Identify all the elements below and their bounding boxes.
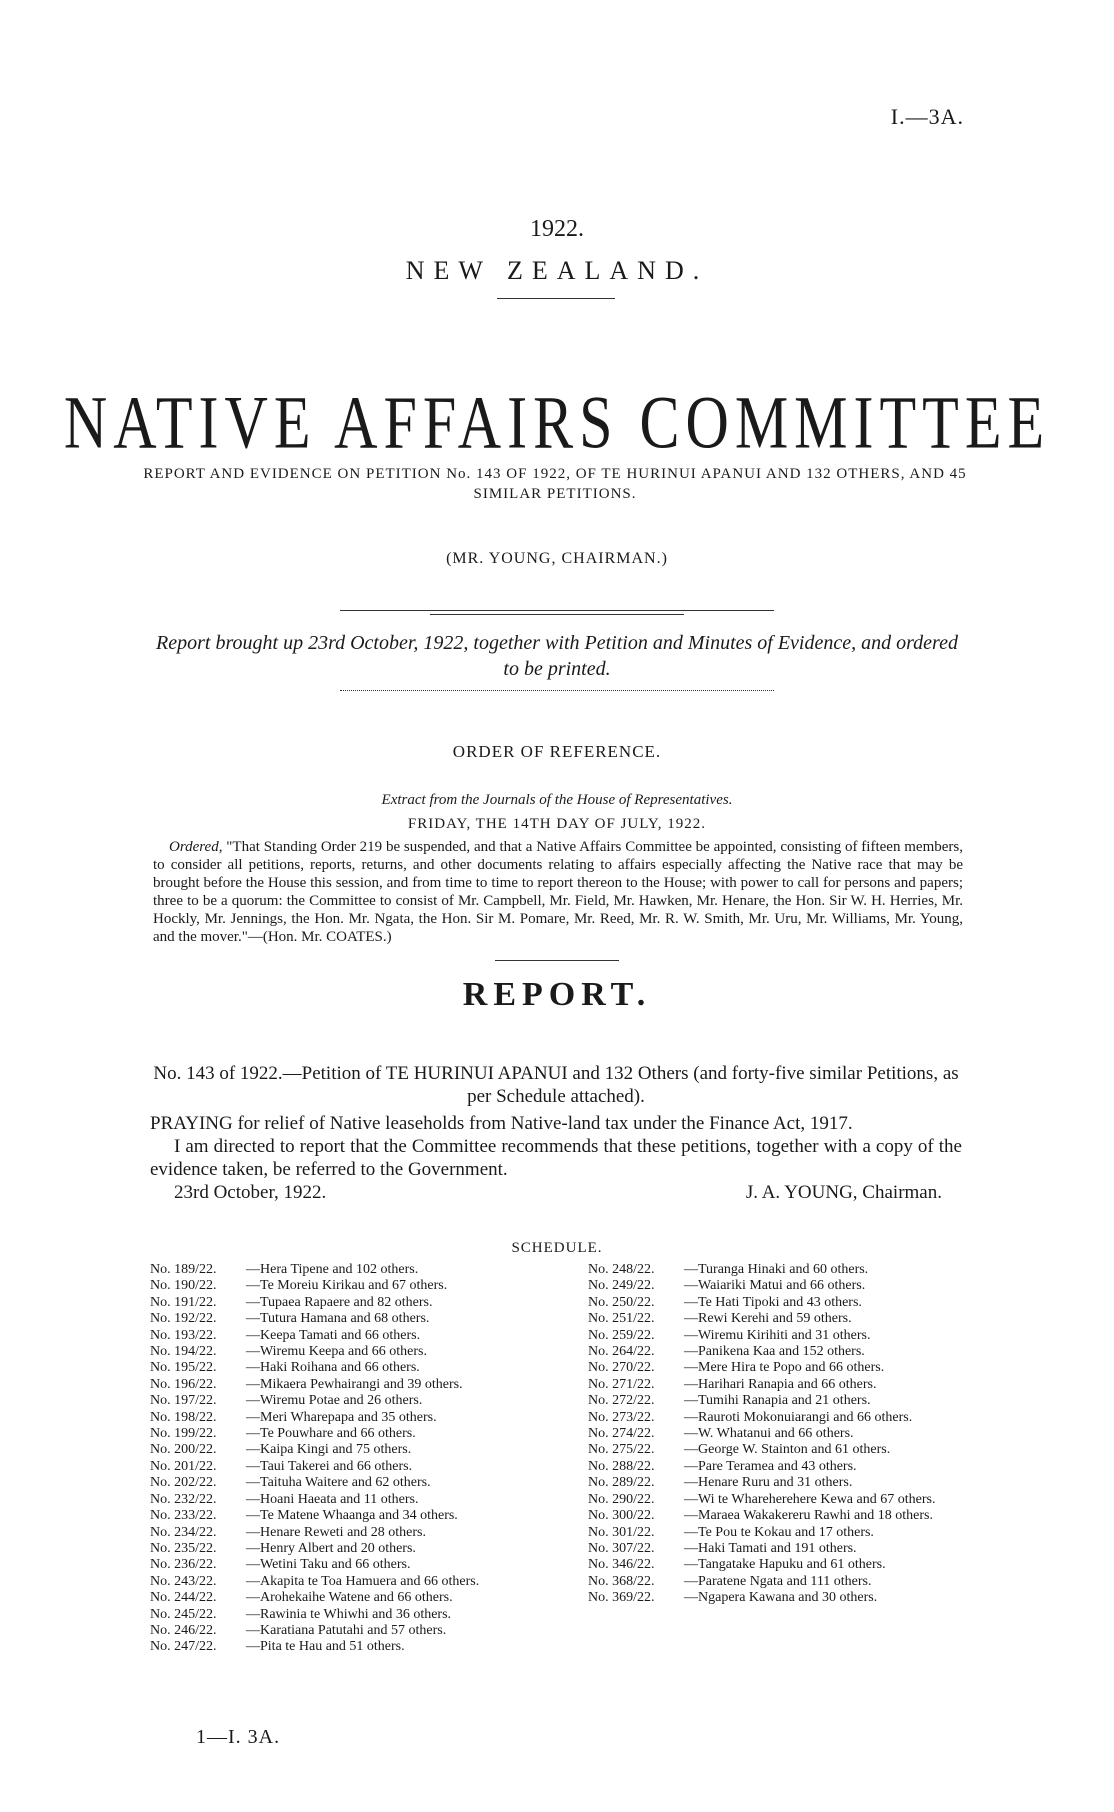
divider-report xyxy=(495,960,619,961)
schedule-entry-name: —Hoani Haeata and 11 others. xyxy=(246,1491,419,1507)
order-of-reference-text xyxy=(153,838,963,946)
schedule-entry-name: —Henare Reweti and 28 others. xyxy=(246,1524,426,1540)
schedule-entry xyxy=(150,1344,570,1360)
schedule-entry-number: No. 273/22. xyxy=(588,1409,655,1425)
schedule-entry-number: No. 246/22. xyxy=(150,1622,217,1638)
schedule-entry-name: —Wiremu Kirihiti and 31 others. xyxy=(684,1327,871,1343)
schedule-entry xyxy=(588,1475,978,1491)
schedule-entry-name: —Rawinia te Whiwhi and 36 others. xyxy=(246,1606,452,1622)
schedule-entry-name: —Kaipa Kingi and 75 others. xyxy=(246,1442,412,1458)
schedule-entry-number: No. 234/22. xyxy=(150,1524,217,1540)
schedule-entry-number: No. 307/22. xyxy=(588,1540,655,1556)
schedule-entry xyxy=(150,1475,570,1491)
schedule-entry xyxy=(150,1377,570,1393)
schedule-entry-name: —Pare Teramea and 43 others. xyxy=(684,1458,857,1474)
schedule-entry xyxy=(150,1623,570,1639)
document-title: NATIVE AFFAIRS COMMITTEE xyxy=(63,381,1051,464)
schedule-entry-name: —Ngapera Kawana and 30 others. xyxy=(684,1590,878,1606)
schedule-entry-name: —Henare Ruru and 31 others. xyxy=(684,1475,853,1491)
schedule-entry xyxy=(150,1410,570,1426)
schedule-entry-number: No. 232/22. xyxy=(150,1491,217,1507)
schedule-entry xyxy=(150,1393,570,1409)
schedule-entry-name: —Te Pou te Kokau and 17 others. xyxy=(684,1524,874,1540)
schedule-entry-number: No. 202/22. xyxy=(150,1475,217,1491)
schedule-entry-name: —Harihari Ranapia and 66 others. xyxy=(684,1376,877,1392)
schedule-entry-number: No. 289/22. xyxy=(588,1475,655,1491)
schedule-entry xyxy=(588,1426,978,1442)
schedule-entry-name: —Wi te Whareherehere Kewa and 67 others. xyxy=(684,1491,936,1507)
ordered-word: Ordered, xyxy=(169,839,223,855)
schedule-entry xyxy=(588,1590,978,1606)
schedule-entry xyxy=(588,1278,978,1294)
schedule-entry-number: No. 199/22. xyxy=(150,1426,217,1442)
schedule-entry-number: No. 259/22. xyxy=(588,1327,655,1343)
schedule-entry-number: No. 194/22. xyxy=(150,1344,217,1360)
schedule-entry-number: No. 197/22. xyxy=(150,1393,217,1409)
schedule-left-column xyxy=(150,1262,570,1656)
schedule-entry-name: —Mere Hira te Popo and 66 others. xyxy=(684,1360,885,1376)
schedule-entry-number: No. 270/22. xyxy=(588,1360,655,1376)
schedule-entry xyxy=(588,1328,978,1344)
schedule-entry-number: No. 244/22. xyxy=(150,1590,217,1606)
schedule-entry-name: —Tupaea Rapaere and 82 others. xyxy=(246,1294,433,1310)
petition-title: No. 143 of 1922.—Petition of TE HURINUI APANUI and 132 Others (and forty-five similar Petitions, as per Schedule attached). xyxy=(153,1063,959,1107)
schedule-entry-name: —Tutura Hamana and 68 others. xyxy=(246,1311,430,1327)
schedule-right-column xyxy=(588,1262,978,1607)
schedule-entry-number: No. 369/22. xyxy=(588,1590,655,1606)
schedule-entry xyxy=(588,1295,978,1311)
schedule-entry-name: —Haki Tamati and 191 others. xyxy=(684,1540,857,1556)
report-heading: REPORT. xyxy=(462,976,652,1013)
schedule-entry-number: No. 247/22. xyxy=(150,1639,217,1655)
schedule-entry xyxy=(588,1492,978,1508)
report-date: 23rd October, 1922. xyxy=(174,1182,327,1203)
schedule-entry-number: No. 275/22. xyxy=(588,1442,655,1458)
schedule-entry-name: —Karatiana Patutahi and 57 others. xyxy=(246,1622,447,1638)
schedule-entry-name: —George W. Stainton and 61 others. xyxy=(684,1442,891,1458)
schedule-entry-name: —Maraea Wakakereru Rawhi and 18 others. xyxy=(684,1508,933,1524)
schedule-entry-name: —Taituha Waitere and 62 others. xyxy=(246,1475,431,1491)
schedule-entry-number: No. 198/22. xyxy=(150,1409,217,1425)
schedule-entry-name: —Pita te Hau and 51 others. xyxy=(246,1639,405,1655)
schedule-entry-name: —Wetini Taku and 66 others. xyxy=(246,1557,411,1573)
schedule-entry-name: —Arohekaihe Watene and 66 others. xyxy=(246,1590,453,1606)
schedule-entry-number: No. 243/22. xyxy=(150,1573,217,1589)
journals-extract: Extract from the Journals of the House of Representatives. xyxy=(381,792,733,808)
chairman-signature: J. A. YOUNG, Chairman. xyxy=(745,1182,942,1203)
chairman-line: (MR. YOUNG, CHAIRMAN.) xyxy=(446,550,668,567)
schedule-entry-number: No. 300/22. xyxy=(588,1508,655,1524)
schedule-entry xyxy=(150,1525,570,1541)
schedule-entry-name: —Taui Takerei and 66 others. xyxy=(246,1458,413,1474)
divider-upper-short xyxy=(430,614,684,615)
order-of-reference-heading: ORDER OF REFERENCE. xyxy=(452,742,662,761)
schedule-entry-number: No. 272/22. xyxy=(588,1393,655,1409)
schedule-entry-name: —Haki Roihana and 66 others. xyxy=(246,1360,420,1376)
schedule-entry-number: No. 274/22. xyxy=(588,1426,655,1442)
schedule-entry-number: No. 271/22. xyxy=(588,1376,655,1392)
schedule-entry-number: No. 192/22. xyxy=(150,1311,217,1327)
document-year: 1922. xyxy=(530,216,584,242)
directed-paragraph: I am directed to report that the Committee recommends that these petitions, together with a copy of the evidence taken, be referred to the Government. xyxy=(150,1136,962,1180)
order-body: "That Standing Order 219 be suspended, and that a Native Affairs Committee be appointed, consisting of fifteen members, to consider all petitions, reports, returns, and other documents relating to affairs especially affecting the Native race that may be brought before the House this session, and from time to time to report thereon to the House; with power to call for persons and papers; three to be a quorum: the Committee to consist of Mr. Campbell, Mr. Field, Mr. Hawken, Mr. Henare, the Hon. Sir W. H. Herries, Mr. Hockly, Mr. Jennings, the Hon. Mr. Ngata, the Hon. Sir M. Pomare, Mr. Reed, Mr. R. W. Smith, Mr. Uru, Mr. Williams, Mr. Young, and the mover."—(Hon. Mr. COATES.) xyxy=(153,839,963,945)
schedule-entry xyxy=(150,1426,570,1442)
schedule-entry-name: —Mikaera Pewhairangi and 39 others. xyxy=(246,1376,463,1392)
schedule-entry-number: No. 245/22. xyxy=(150,1606,217,1622)
schedule-entry xyxy=(150,1442,570,1458)
schedule-entry xyxy=(150,1574,570,1590)
order-date: FRIDAY, THE 14TH DAY OF JULY, 1922. xyxy=(407,816,707,832)
schedule-entry xyxy=(150,1508,570,1524)
divider-short xyxy=(497,298,615,299)
schedule-entry-name: —Keepa Tamati and 66 others. xyxy=(246,1327,421,1343)
footer-reference: 1—I. 3A. xyxy=(196,1726,281,1748)
schedule-entry-name: —Waiariki Matui and 66 others. xyxy=(684,1278,866,1294)
schedule-entry xyxy=(588,1410,978,1426)
country-heading: NEW ZEALAND. xyxy=(405,256,709,285)
schedule-entry xyxy=(588,1311,978,1327)
schedule-entry-number: No. 190/22. xyxy=(150,1278,217,1294)
schedule-entry xyxy=(150,1360,570,1376)
schedule-entry xyxy=(588,1262,978,1278)
schedule-entry-name: —Te Matene Whaanga and 34 others. xyxy=(246,1508,458,1524)
schedule-entry xyxy=(588,1459,978,1475)
schedule-entry-number: No. 346/22. xyxy=(588,1557,655,1573)
schedule-entry-number: No. 196/22. xyxy=(150,1376,217,1392)
schedule-entry-name: —Te Hati Tipoki and 43 others. xyxy=(684,1294,862,1310)
schedule-entry xyxy=(150,1328,570,1344)
schedule-entry xyxy=(150,1278,570,1294)
schedule-entry xyxy=(150,1295,570,1311)
schedule-entry-number: No. 236/22. xyxy=(150,1557,217,1573)
schedule-entry-number: No. 193/22. xyxy=(150,1327,217,1343)
schedule-entry xyxy=(588,1541,978,1557)
schedule-entry-name: —Meri Wharepapa and 35 others. xyxy=(246,1409,437,1425)
schedule-entry xyxy=(150,1492,570,1508)
schedule-entry xyxy=(150,1311,570,1327)
schedule-entry-name: —W. Whatanui and 66 others. xyxy=(684,1426,854,1442)
praying-paragraph: PRAYING for relief of Native leaseholds from Native-land tax under the Finance Act, 1917. xyxy=(150,1113,853,1134)
schedule-entry-name: —Wiremu Keepa and 66 others. xyxy=(246,1344,427,1360)
schedule-entry-number: No. 290/22. xyxy=(588,1491,655,1507)
schedule-entry xyxy=(150,1639,570,1655)
schedule-entry-name: —Tumihi Ranapia and 21 others. xyxy=(684,1393,871,1409)
schedule-entry-name: —Te Moreiu Kirikau and 67 others. xyxy=(246,1278,448,1294)
schedule-entry xyxy=(588,1344,978,1360)
schedule-entry xyxy=(588,1360,978,1376)
schedule-entry-name: —Te Pouwhare and 66 others. xyxy=(246,1426,416,1442)
schedule-entry-number: No. 301/22. xyxy=(588,1524,655,1540)
schedule-entry-number: No. 189/22. xyxy=(150,1262,217,1277)
divider-upper xyxy=(340,610,774,611)
schedule-entry xyxy=(588,1442,978,1458)
schedule-entry-name: —Turanga Hinaki and 60 others. xyxy=(684,1262,869,1277)
schedule-entry-name: —Akapita te Toa Hamuera and 66 others. xyxy=(246,1573,480,1589)
schedule-entry-name: —Rauroti Mokonuiarangi and 66 others. xyxy=(684,1409,913,1425)
page-reference: I.—3A. xyxy=(890,104,964,129)
schedule-entry xyxy=(588,1377,978,1393)
schedule-entry-name: —Hera Tipene and 102 others. xyxy=(246,1262,419,1277)
schedule-entry-number: No. 250/22. xyxy=(588,1294,655,1310)
schedule-entry-number: No. 264/22. xyxy=(588,1344,655,1360)
schedule-entry-name: —Tangatake Hapuku and 61 others. xyxy=(684,1557,886,1573)
schedule-entry xyxy=(588,1393,978,1409)
schedule-entry-number: No. 249/22. xyxy=(588,1278,655,1294)
schedule-entry xyxy=(150,1607,570,1623)
document-subtitle: REPORT AND EVIDENCE ON PETITION No. 143 OF 1922, OF TE HURINUI APANUI AND 132 OTHERS, AND 45 SIMILAR PETITIONS. xyxy=(143,466,967,502)
schedule-entry-number: No. 251/22. xyxy=(588,1311,655,1327)
schedule-entry-name: —Wiremu Potae and 26 others. xyxy=(246,1393,423,1409)
schedule-entry-name: —Henry Albert and 20 others. xyxy=(246,1540,416,1556)
schedule-entry-number: No. 368/22. xyxy=(588,1573,655,1589)
schedule-entry xyxy=(588,1508,978,1524)
schedule-entry-number: No. 233/22. xyxy=(150,1508,217,1524)
schedule-entry xyxy=(588,1574,978,1590)
report-body xyxy=(150,1112,962,1181)
schedule-entry-name: —Paratene Ngata and 111 others. xyxy=(684,1573,872,1589)
schedule-entry-number: No. 195/22. xyxy=(150,1360,217,1376)
schedule-heading: SCHEDULE. xyxy=(511,1240,603,1256)
brought-up-note: Report brought up 23rd October, 1922, together with Petition and Minutes of Evidence, and ordered to be printed. xyxy=(156,632,958,680)
divider-dotted xyxy=(340,690,774,691)
schedule-entry-name: —Panikena Kaa and 152 others. xyxy=(684,1344,865,1360)
schedule-entry xyxy=(588,1525,978,1541)
schedule-entry xyxy=(150,1262,570,1278)
schedule-entry xyxy=(150,1590,570,1606)
schedule-entry-number: No. 200/22. xyxy=(150,1442,217,1458)
schedule-entry xyxy=(150,1541,570,1557)
schedule-entry xyxy=(588,1557,978,1573)
schedule-entry xyxy=(150,1557,570,1573)
schedule-entry-number: No. 248/22. xyxy=(588,1262,655,1277)
schedule-entry-name: —Rewi Kerehi and 59 others. xyxy=(684,1311,852,1327)
schedule-entry-number: No. 235/22. xyxy=(150,1540,217,1556)
schedule-entry-number: No. 191/22. xyxy=(150,1294,217,1310)
schedule-entry xyxy=(150,1459,570,1475)
schedule-entry-number: No. 288/22. xyxy=(588,1458,655,1474)
schedule-entry-number: No. 201/22. xyxy=(150,1458,217,1474)
